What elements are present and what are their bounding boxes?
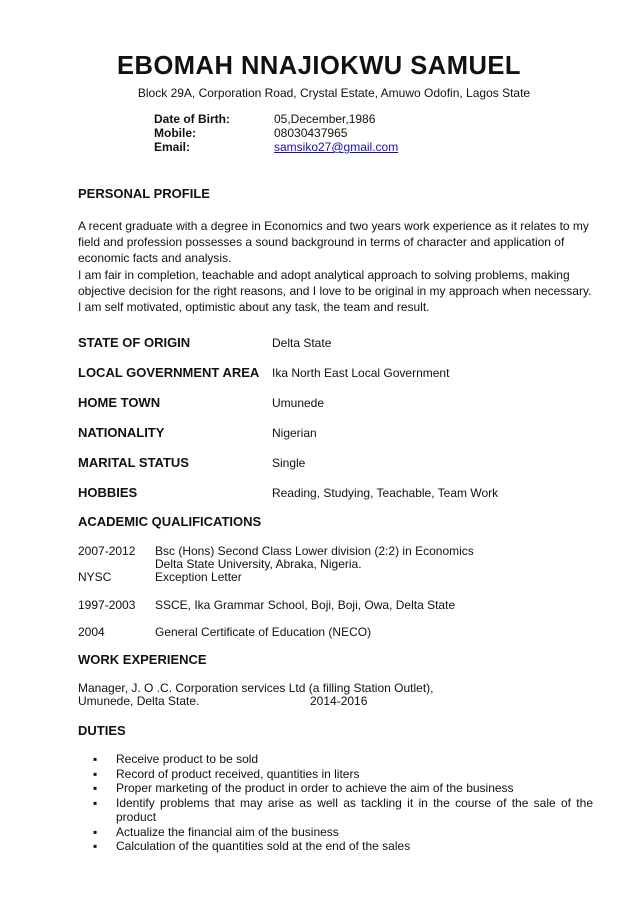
work-role: Manager, J. O .C. Corporation services Ltd (a filling Station Outlet), <box>78 681 434 695</box>
dob-label: Date of Birth: <box>154 112 230 126</box>
work-period: 2014-2016 <box>310 694 368 708</box>
duty-item: ▪ Receive product to be sold <box>93 752 593 767</box>
profile-paragraph-3: I am self motivated, optimistic about any task, the team and result. <box>78 300 430 315</box>
nationality-label: NATIONALITY <box>78 425 165 440</box>
duty-item: ▪ Calculation of the quantities sold at the end of the sales <box>93 839 593 854</box>
academic-detail: Exception Letter <box>155 570 242 584</box>
duty-item: ▪ Proper marketing of the product in order to achieve the aim of the business <box>93 781 593 796</box>
mobile-value: 08030437965 <box>274 126 348 140</box>
nationality-value: Nigerian <box>272 426 317 440</box>
lga-label: LOCAL GOVERNMENT AREA <box>78 365 260 380</box>
academic-year: NYSC <box>78 570 112 584</box>
profile-paragraph-2: I am fair in completion, teachable and adopt analytical approach to solving problems, making objective decision for the right reasons, and I love to be original in my approach when necessary. <box>78 267 592 298</box>
duty-item: ▪ Actualize the financial aim of the business <box>93 825 593 840</box>
email-link[interactable]: samsiko27@gmail.com <box>274 140 399 154</box>
home-town-label: HOME TOWN <box>78 395 161 410</box>
personal-profile-text <box>78 218 598 315</box>
lga-value: Ika North East Local Government <box>272 366 450 380</box>
academic-institution: Delta State University, Abraka, Nigeria. <box>155 557 362 571</box>
academic-detail: General Certificate of Education (NECO) <box>155 625 372 639</box>
marital-status-label: MARITAL STATUS <box>78 455 189 470</box>
personal-profile-heading: PERSONAL PROFILE <box>78 186 210 201</box>
duties-list <box>93 752 593 854</box>
home-town-value: Umunede <box>272 396 325 410</box>
state-of-origin-label: STATE OF ORIGIN <box>78 335 191 350</box>
applicant-address: Block 29A, Corporation Road, Crystal Estate, Amuwo Odofin, Lagos State <box>137 86 531 100</box>
hobbies-label: HOBBIES <box>78 485 138 500</box>
academic-heading: ACADEMIC QUALIFICATIONS <box>78 514 262 529</box>
duty-item: ▪ Record of product received, quantities in liters <box>93 767 593 782</box>
academic-year: 2007-2012 <box>78 544 136 558</box>
hobbies-value: Reading, Studying, Teachable, Team Work <box>272 486 499 500</box>
work-experience-heading: WORK EXPERIENCE <box>78 652 207 667</box>
applicant-name: EBOMAH NNAJIOKWU SAMUEL <box>117 52 521 80</box>
state-of-origin-value: Delta State <box>272 336 332 350</box>
academic-year: 1997-2003 <box>78 598 136 612</box>
mobile-label: Mobile: <box>154 126 196 140</box>
email-label: Email: <box>154 140 191 154</box>
profile-paragraph-1: A recent graduate with a degree in Economics and two years work experience as it relates to my field and profession possesses a sound background in terms of character and application of economic facts and analysis. <box>78 219 589 266</box>
duties-heading: DUTIES <box>78 723 126 738</box>
academic-year: 2004 <box>78 625 105 639</box>
dob-value: 05,December,1986 <box>274 112 376 126</box>
duty-item: ▪ Identify problems that may arise as well as tackling it in the course of the sale of the <box>93 796 593 811</box>
marital-status-value: Single <box>272 456 306 470</box>
academic-detail: Bsc (Hons) Second Class Lower division (2:2) in Economics <box>155 544 474 558</box>
academic-detail: SSCE, Ika Grammar School, Boji, Boji, Owa, Delta State <box>155 598 456 612</box>
duty-item-continuation: product <box>116 810 157 824</box>
work-location: Umunede, Delta State. <box>78 694 200 708</box>
